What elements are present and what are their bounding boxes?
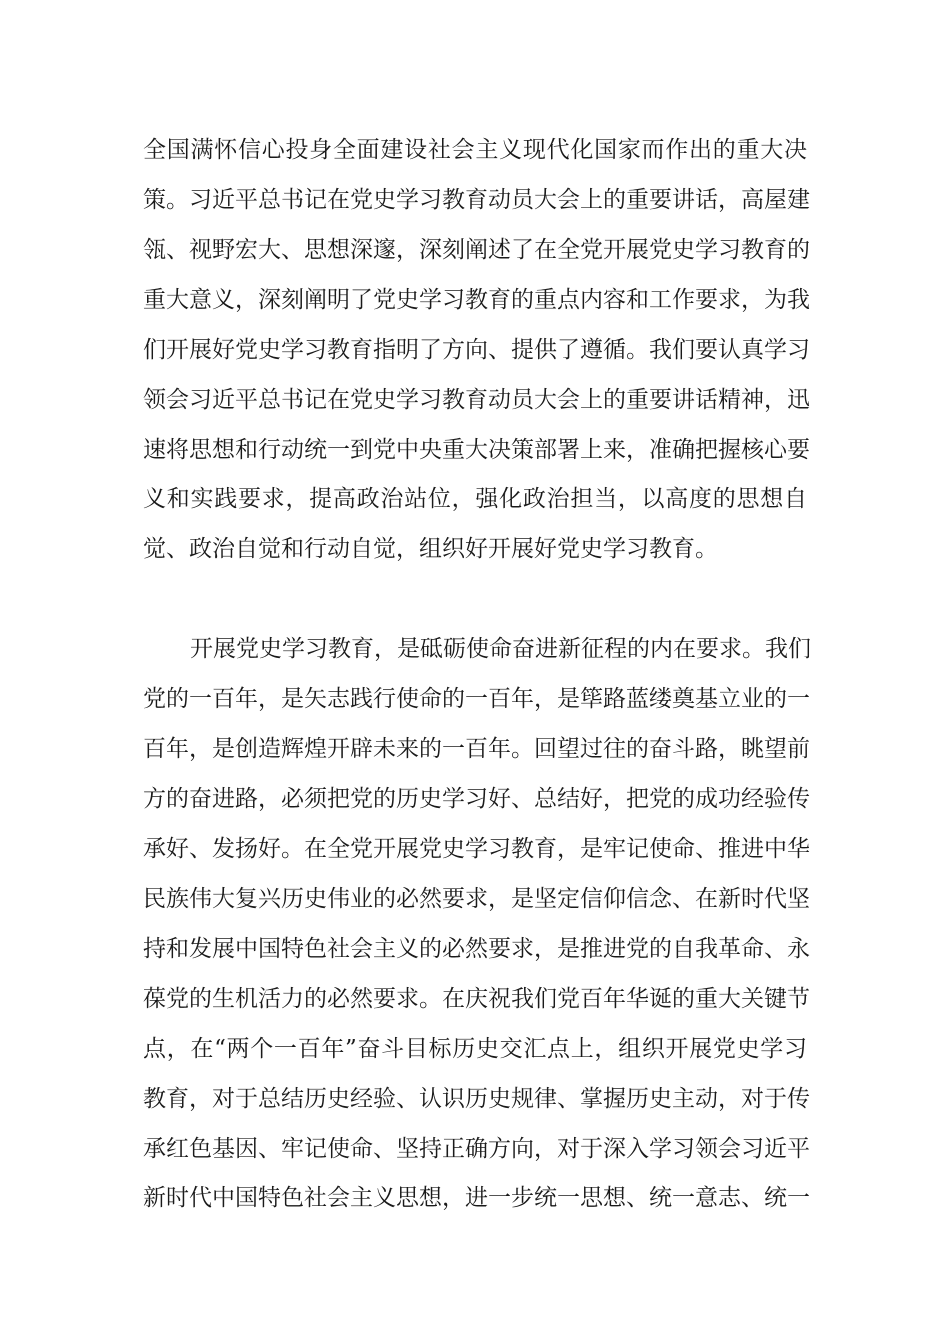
paragraph-line: 觉、政治自觉和行动自觉，组织好开展好党史学习教育。 (143, 536, 718, 562)
paragraph-line: 重大意义，深刻阐明了党史学习教育的重点内容和工作要求，为我 (143, 287, 810, 313)
paragraph-line: 速将思想和行动统一到党中央重大决策部署上来，准确把握核心要 (143, 437, 810, 463)
paragraph-line: 教育，对于总结历史经验、认识历史规律、掌握历史主动，对于传 (143, 1086, 810, 1112)
paragraph-line: 承红色基因、牢记使命、坚持正确方向，对于深入学习领会习近平 (143, 1136, 810, 1162)
paragraph-line: 策。习近平总书记在党史学习教育动员大会上的重要讲话，高屋建 (143, 187, 810, 213)
paragraph-line: 开展党史学习教育，是砥砺使命奋进新征程的内在要求。我们 (190, 636, 811, 662)
paragraph-line: 党的一百年，是矢志践行使命的一百年，是筚路蓝缕奠基立业的一 (143, 686, 810, 712)
paragraph-line: 百年，是创造辉煌开辟未来的一百年。回望过往的奋斗路，眺望前 (143, 736, 810, 762)
paragraph-line: 瓴、视野宏大、思想深邃，深刻阐述了在全党开展党史学习教育的 (143, 237, 810, 263)
paragraph-line: 葆党的生机活力的必然要求。在庆祝我们党百年华诞的重大关键节 (143, 986, 810, 1012)
paragraph-line: 新时代中国特色社会主义思想，进一步统一思想、统一意志、统一 (143, 1185, 810, 1211)
paragraph-line: 承好、发扬好。在全党开展党史学习教育，是牢记使命、推进中华 (143, 836, 810, 862)
paragraph-line: 民族伟大复兴历史伟业的必然要求，是坚定信仰信念、在新时代坚 (143, 886, 810, 912)
paragraph-line: 方的奋进路，必须把党的历史学习好、总结好，把党的成功经验传 (143, 786, 810, 812)
paragraph-line: 点，在“两个一百年”奋斗目标历史交汇点上，组织开展党史学习 (143, 1036, 807, 1062)
paragraph-line: 义和实践要求，提高政治站位，强化政治担当，以高度的思想自 (143, 486, 807, 512)
paragraph-line: 全国满怀信心投身全面建设社会主义现代化国家而作出的重大决 (143, 137, 807, 163)
paragraph-line: 领会习近平总书记在党史学习教育动员大会上的重要讲话精神，迅 (143, 387, 810, 413)
paragraph-line: 持和发展中国特色社会主义的必然要求，是推进党的自我革命、永 (143, 936, 810, 962)
paragraph-line: 们开展好党史学习教育指明了方向、提供了遵循。我们要认真学习 (143, 337, 810, 363)
